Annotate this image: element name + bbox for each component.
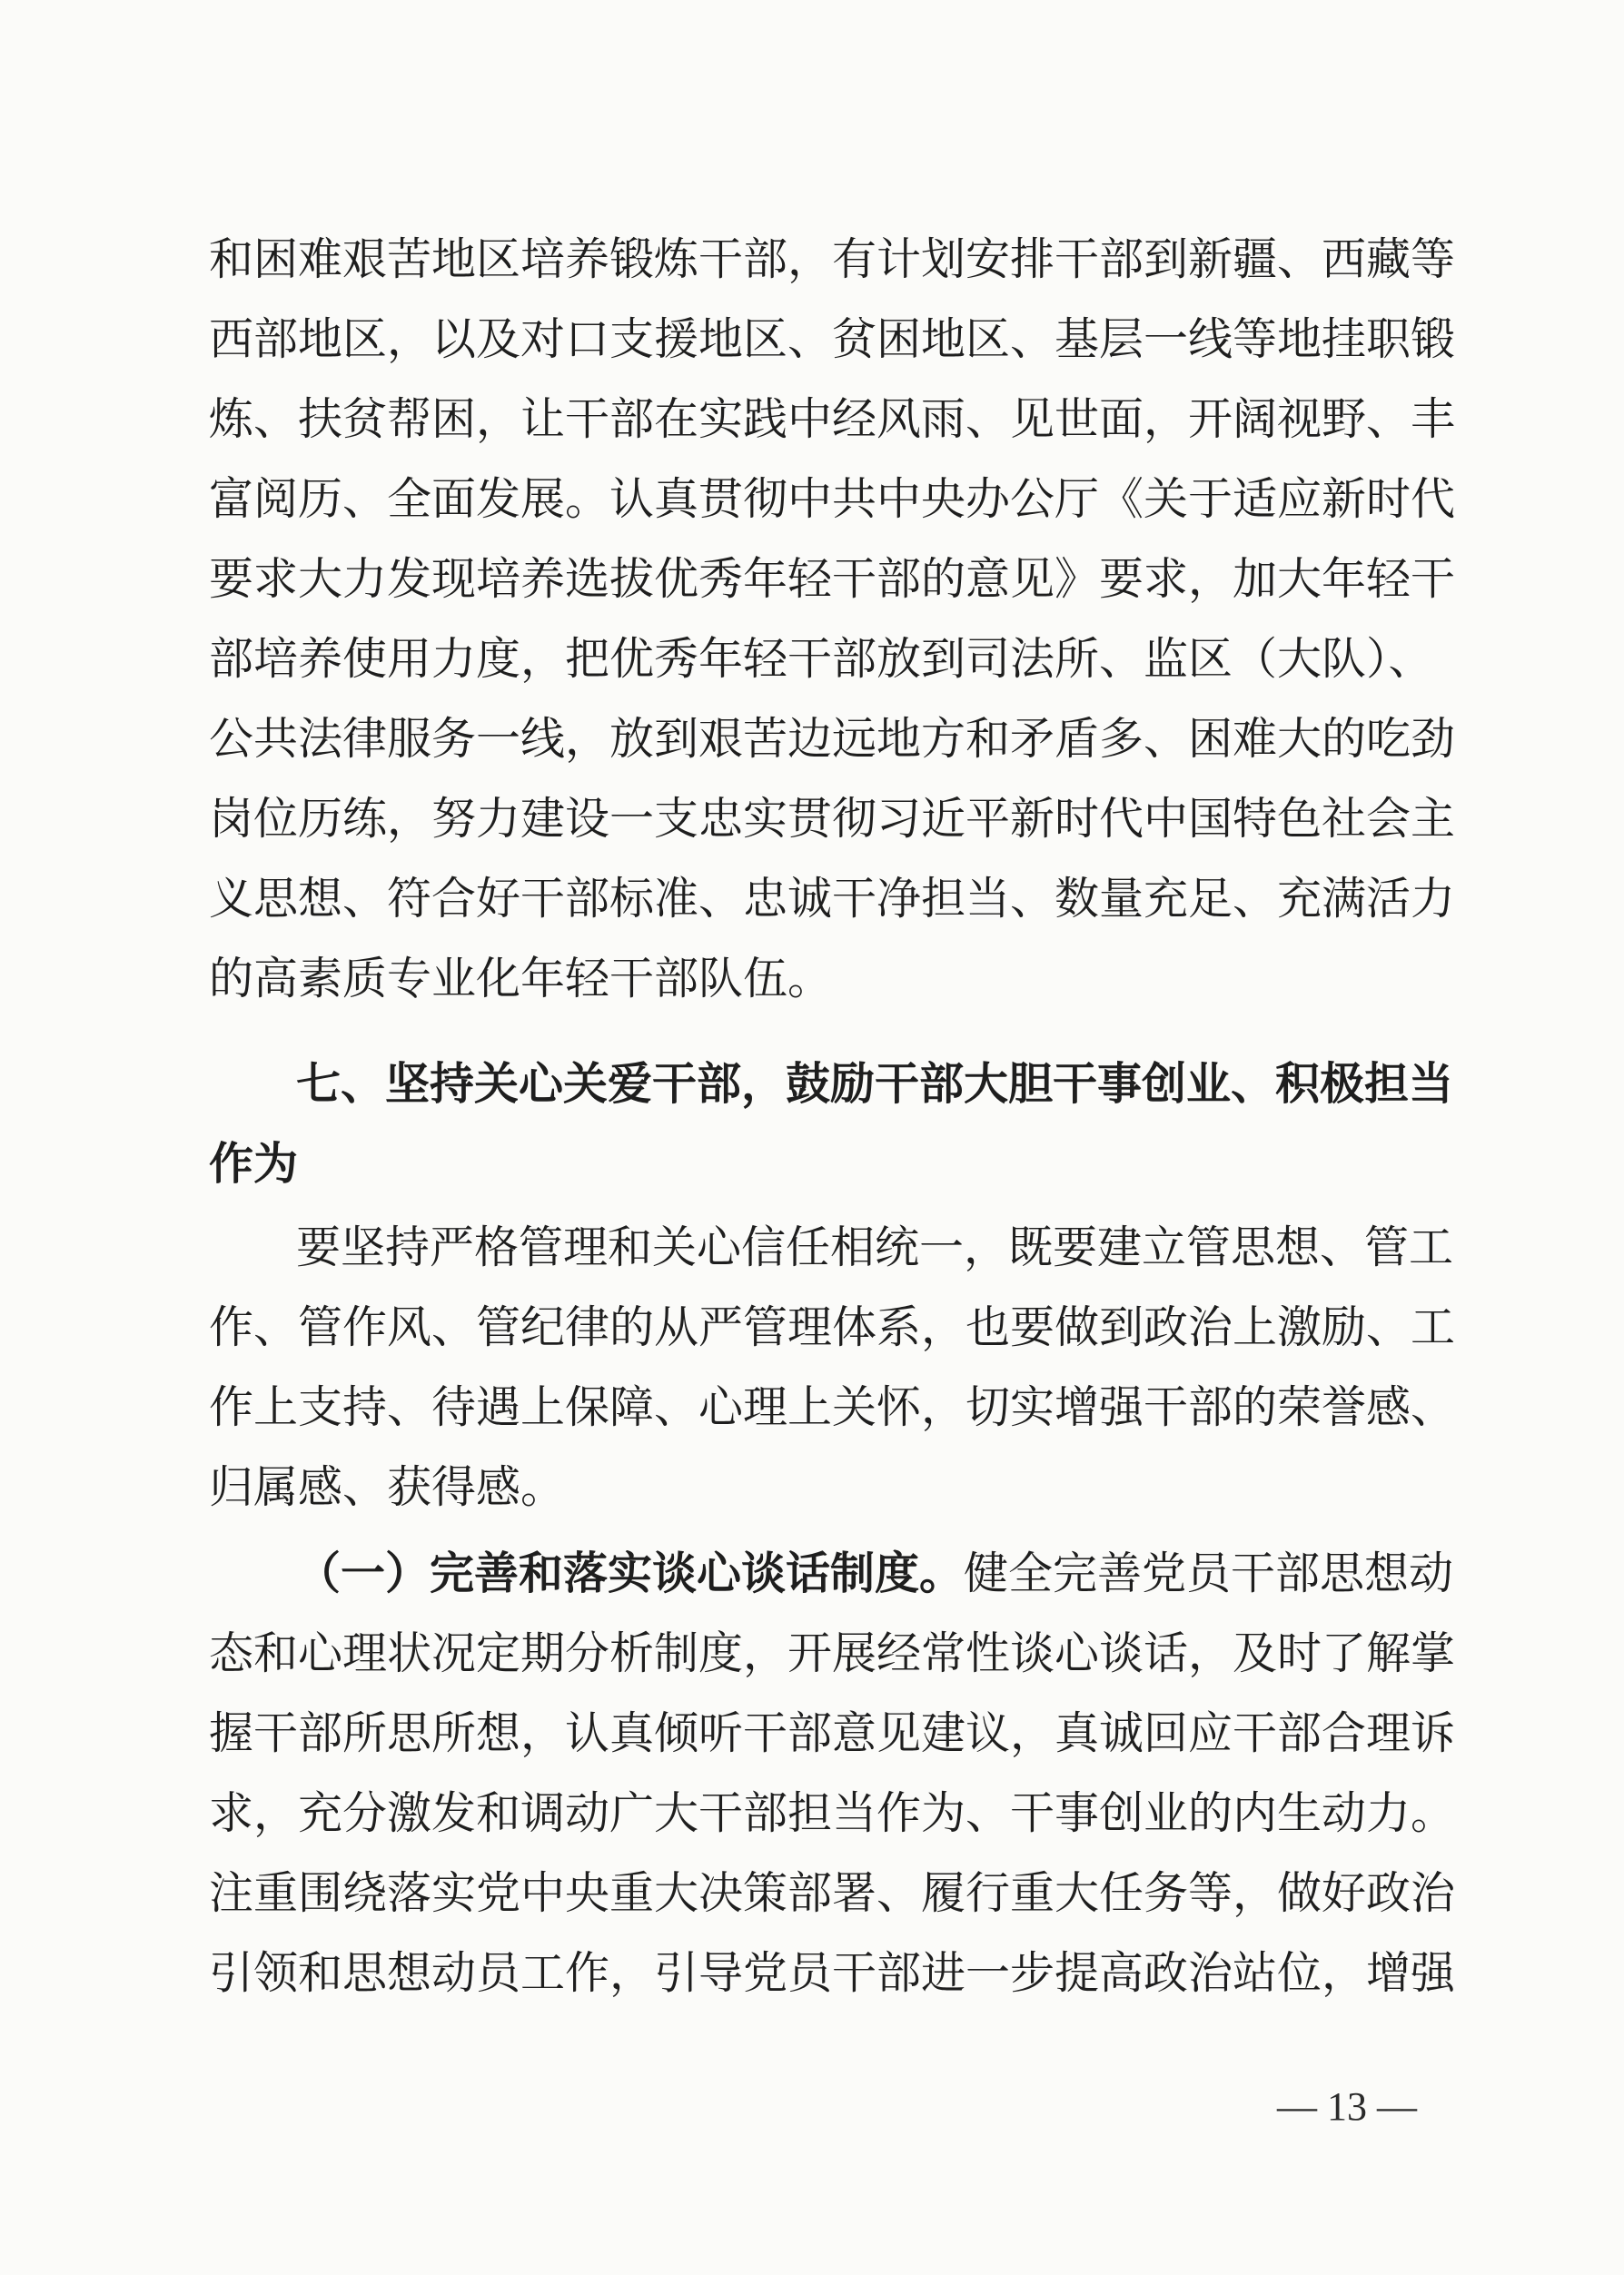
body-text-line: 求，充分激发和调动广大干部担当作为、干事创业的内生动力。 — [209, 1787, 1456, 1839]
body-text-line: 引领和思想动员工作，引导党员干部进一步提高政治站位，增强 — [209, 1947, 1456, 1999]
body-text-line: 岗位历练，努力建设一支忠实贯彻习近平新时代中国特色社会主 — [209, 793, 1456, 845]
body-text-line: 要求大力发现培养选拔优秀年轻干部的意见》要求，加大年轻干 — [209, 553, 1456, 605]
body-text-line: 的高素质专业化年轻干部队伍。 — [209, 953, 833, 1004]
body-text-line: 炼、扶贫帮困，让干部在实践中经风雨、见世面，开阔视野、丰 — [209, 393, 1456, 445]
subsection-text: 健全完善党员干部思想动 — [964, 1548, 1454, 1599]
body-text-line: 归属感、获得感。 — [209, 1461, 566, 1513]
body-text-line: 握干部所思所想，认真倾听干部意见建议，真诚回应干部合理诉 — [209, 1707, 1456, 1759]
subsection-first-line — [296, 1534, 1454, 1614]
subsection-title: （一）完善和落实谈心谈话制度。 — [296, 1548, 965, 1599]
body-text-line: 公共法律服务一线，放到艰苦边远地方和矛盾多、困难大的吃劲 — [209, 713, 1456, 765]
body-text-line: 义思想、符合好干部标准、忠诚干净担当、数量充足、充满活力 — [209, 873, 1456, 925]
body-text-line: 态和心理状况定期分析制度，开展经常性谈心谈话，及时了解掌 — [209, 1627, 1456, 1679]
body-text-line: 作、管作风、管纪律的从严管理体系，也要做到政治上激励、工 — [209, 1301, 1456, 1353]
page-number: — 13 — — [1277, 2084, 1417, 2129]
body-text-line: 部培养使用力度，把优秀年轻干部放到司法所、监区（大队）、 — [209, 633, 1433, 685]
section-heading: 七、坚持关心关爱干部，鼓励干部大胆干事创业、积极担当 — [296, 1058, 1454, 1110]
body-text-line: 注重围绕落实党中央重大决策部署、履行重大任务等，做好政治 — [209, 1867, 1456, 1919]
body-text-line: 西部地区，以及对口支援地区、贫困地区、基层一线等地挂职锻 — [209, 313, 1456, 365]
body-text-line: 要坚持严格管理和关心信任相统一，既要建立管思想、管工 — [296, 1222, 1454, 1273]
body-text-line: 和困难艰苦地区培养锻炼干部，有计划安排干部到新疆、西藏等 — [209, 233, 1456, 285]
body-text-line: 富阅历、全面发展。认真贯彻中共中央办公厅《关于适应新时代 — [209, 473, 1456, 525]
body-text-line: 作上支持、待遇上保障、心理上关怀，切实增强干部的荣誉感、 — [209, 1381, 1456, 1433]
section-heading-continued: 作为 — [209, 1138, 299, 1190]
